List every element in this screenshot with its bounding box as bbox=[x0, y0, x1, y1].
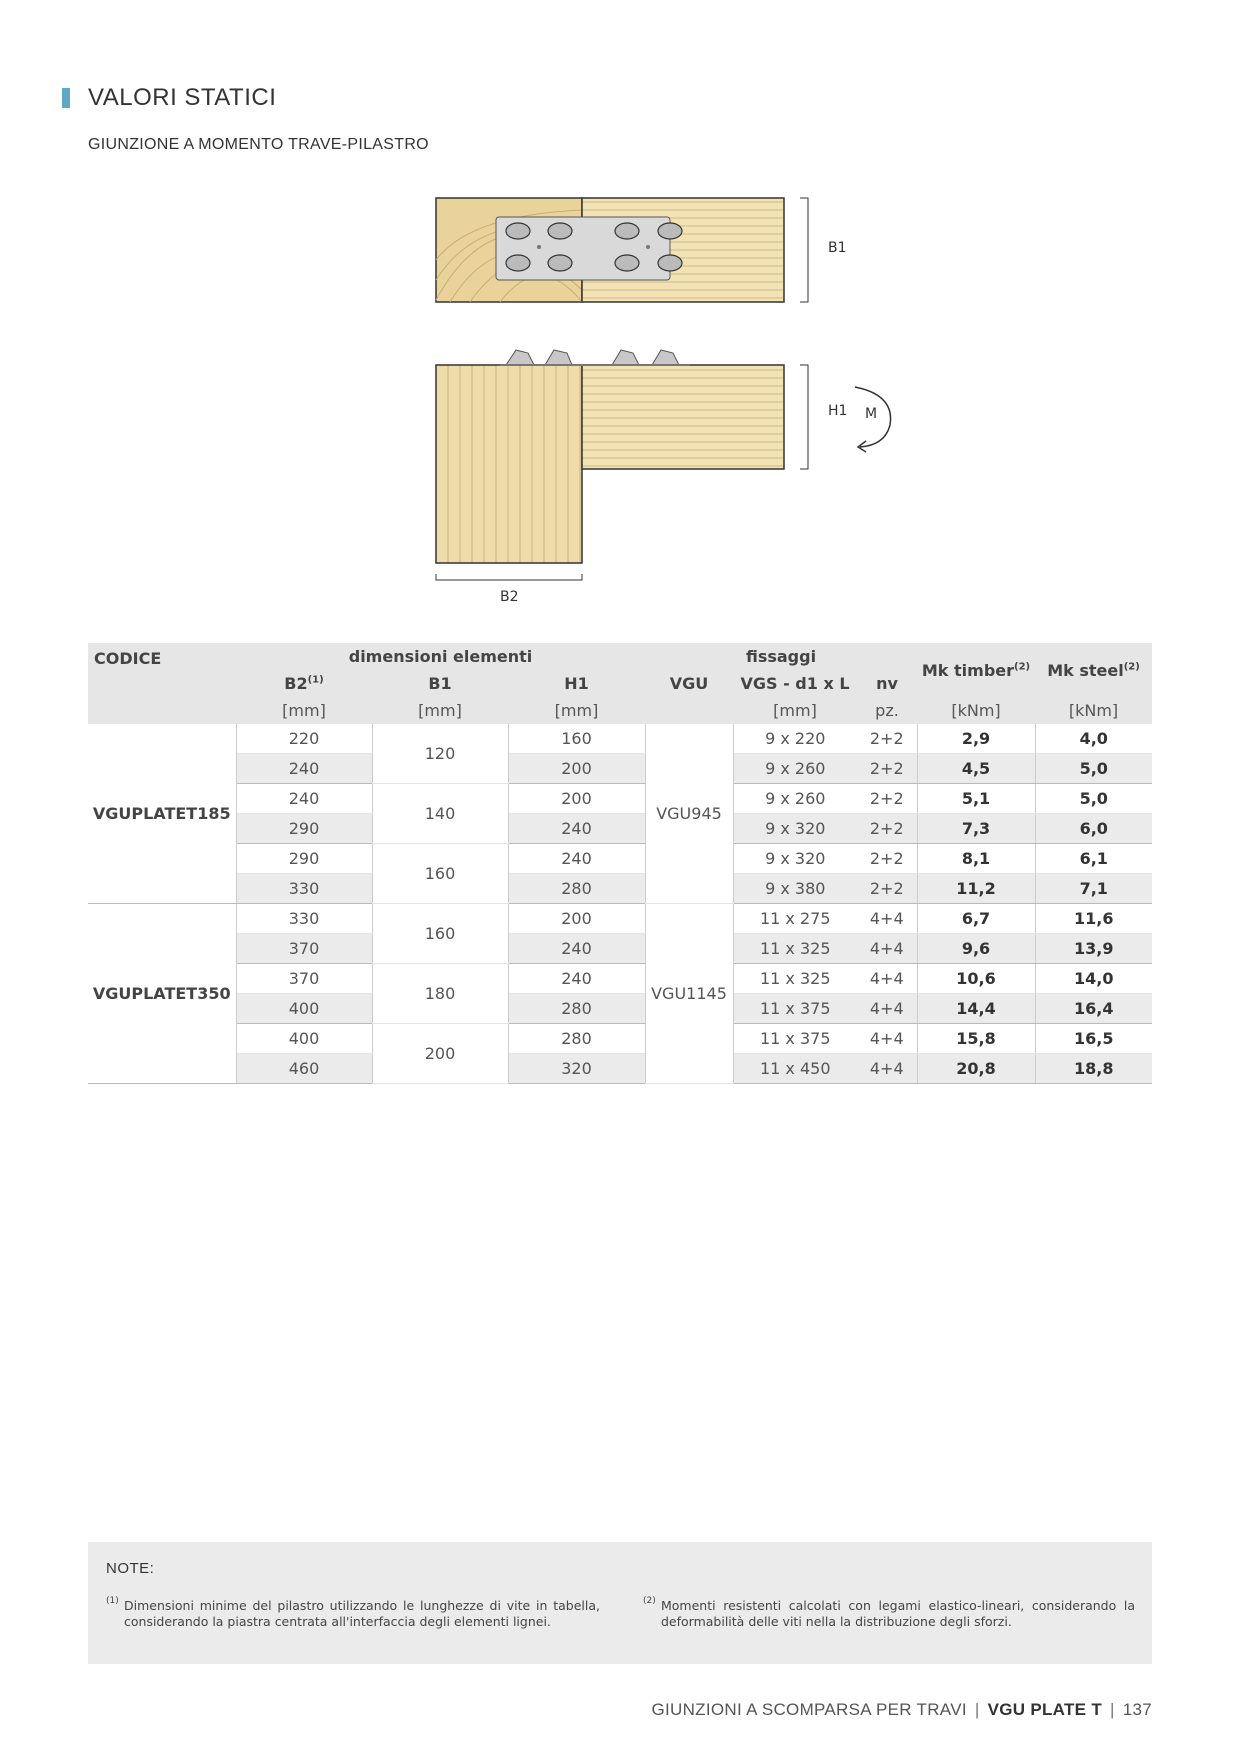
label-b1: B1 bbox=[828, 240, 847, 256]
cell-nv: 2+2 bbox=[857, 784, 917, 814]
unit-nv: pz. bbox=[857, 697, 917, 724]
table-row bbox=[88, 964, 1152, 994]
cell-b2: 330 bbox=[236, 874, 372, 904]
page-footer: GIUNZIONI A SCOMPARSA PER TRAVI | VGU PLATE T | 137 bbox=[651, 1700, 1152, 1719]
unit-b2: [mm] bbox=[236, 697, 372, 724]
cell-vgs: 11 x 375 bbox=[733, 994, 857, 1024]
cell-vgs: 9 x 220 bbox=[733, 724, 857, 754]
unit-vgs: [mm] bbox=[733, 697, 857, 724]
static-values-table bbox=[88, 643, 1152, 1084]
cell-h1: 200 bbox=[508, 904, 645, 934]
cell-b2: 370 bbox=[236, 964, 372, 994]
notes-title: NOTE: bbox=[106, 1560, 155, 1577]
cell-b2: 290 bbox=[236, 814, 372, 844]
cell-nv: 2+2 bbox=[857, 814, 917, 844]
cell-mk-steel: 5,0 bbox=[1035, 754, 1152, 784]
cell-mk-timber: 20,8 bbox=[917, 1054, 1035, 1084]
cell-nv: 2+2 bbox=[857, 844, 917, 874]
cell-h1: 320 bbox=[508, 1054, 645, 1084]
cell-b2: 220 bbox=[236, 724, 372, 754]
cell-h1: 240 bbox=[508, 844, 645, 874]
cell-h1: 160 bbox=[508, 724, 645, 754]
table-row bbox=[88, 814, 1152, 844]
cell-mk-steel: 6,0 bbox=[1035, 814, 1152, 844]
cell-b1: 160 bbox=[372, 844, 508, 904]
table-row bbox=[88, 1024, 1152, 1054]
cell-nv: 2+2 bbox=[857, 754, 917, 784]
header-mk-timber: Mk timber$^{(2)}$ bbox=[917, 643, 1035, 697]
cell-b1: 180 bbox=[372, 964, 508, 1024]
cell-vgs: 9 x 320 bbox=[733, 844, 857, 874]
table-row bbox=[88, 1054, 1152, 1084]
cell-vgs: 11 x 325 bbox=[733, 964, 857, 994]
header-mk-steel: Mk steel$^{(2)}$ bbox=[1035, 643, 1152, 697]
cell-h1: 200 bbox=[508, 754, 645, 784]
table-row bbox=[88, 724, 1152, 754]
title-accent-bar bbox=[62, 88, 70, 108]
unit-h1: [mm] bbox=[508, 697, 645, 724]
cell-mk-steel: 6,1 bbox=[1035, 844, 1152, 874]
cell-mk-timber: 10,6 bbox=[917, 964, 1035, 994]
label-m: M bbox=[865, 406, 878, 422]
cell-h1: 280 bbox=[508, 994, 645, 1024]
header-codice: CODICE bbox=[88, 643, 236, 724]
cell-mk-timber: 7,3 bbox=[917, 814, 1035, 844]
unit-b1: [mm] bbox=[372, 697, 508, 724]
page-number: 137 bbox=[1122, 1700, 1152, 1719]
cell-b2: 370 bbox=[236, 934, 372, 964]
unit-mk-timber: [kNm] bbox=[917, 697, 1035, 724]
cell-mk-steel: 13,9 bbox=[1035, 934, 1152, 964]
cell-b2: 290 bbox=[236, 844, 372, 874]
cell-mk-steel: 4,0 bbox=[1035, 724, 1152, 754]
cell-codice: VGUPLATET350 bbox=[88, 904, 236, 1084]
cell-h1: 200 bbox=[508, 784, 645, 814]
note-1 bbox=[106, 1596, 600, 1630]
cell-b1: 200 bbox=[372, 1024, 508, 1084]
cell-mk-timber: 14,4 bbox=[917, 994, 1035, 1024]
header-vgu: VGU bbox=[645, 670, 733, 697]
cell-b1: 120 bbox=[372, 724, 508, 784]
cell-b2: 400 bbox=[236, 1024, 372, 1054]
note-2-mark: (2) bbox=[643, 1596, 656, 1606]
cell-vgs: 11 x 450 bbox=[733, 1054, 857, 1084]
cell-mk-steel: 11,6 bbox=[1035, 904, 1152, 934]
table-row bbox=[88, 904, 1152, 934]
note-2 bbox=[643, 1596, 1135, 1630]
cell-vgs: 11 x 375 bbox=[733, 1024, 857, 1054]
cell-mk-timber: 11,2 bbox=[917, 874, 1035, 904]
cell-codice: VGUPLATET185 bbox=[88, 724, 236, 904]
cell-nv: 4+4 bbox=[857, 994, 917, 1024]
cell-nv: 2+2 bbox=[857, 724, 917, 754]
cell-mk-timber: 15,8 bbox=[917, 1024, 1035, 1054]
cell-nv: 4+4 bbox=[857, 1054, 917, 1084]
cell-vgu: VGU945 bbox=[645, 724, 733, 904]
header-fissaggi: fissaggi bbox=[645, 643, 917, 670]
page-title: VALORI STATICI bbox=[88, 84, 277, 111]
cell-mk-timber: 2,9 bbox=[917, 724, 1035, 754]
cell-vgs: 9 x 260 bbox=[733, 754, 857, 784]
cell-mk-steel: 7,1 bbox=[1035, 874, 1152, 904]
footer-section: GIUNZIONI A SCOMPARSA PER TRAVI bbox=[651, 1700, 967, 1719]
cell-vgs: 9 x 380 bbox=[733, 874, 857, 904]
cell-vgs: 11 x 325 bbox=[733, 934, 857, 964]
unit-mk-steel: [kNm] bbox=[1035, 697, 1152, 724]
cell-mk-timber: 9,6 bbox=[917, 934, 1035, 964]
header-dimensioni: dimensioni elementi bbox=[236, 643, 645, 670]
cell-mk-steel: 16,5 bbox=[1035, 1024, 1152, 1054]
cell-b2: 240 bbox=[236, 754, 372, 784]
header-vgs: VGS - d1 x L bbox=[733, 670, 857, 697]
cell-vgs: 9 x 320 bbox=[733, 814, 857, 844]
cell-b2: 400 bbox=[236, 994, 372, 1024]
cell-mk-steel: 5,0 bbox=[1035, 784, 1152, 814]
header-b1: B1 bbox=[372, 670, 508, 697]
cell-mk-timber: 4,5 bbox=[917, 754, 1035, 784]
cell-mk-timber: 5,1 bbox=[917, 784, 1035, 814]
header-b2: B2$^{(1)}$ bbox=[236, 670, 372, 697]
cell-nv: 2+2 bbox=[857, 874, 917, 904]
label-b2: B2 bbox=[500, 589, 519, 605]
cell-mk-steel: 16,4 bbox=[1035, 994, 1152, 1024]
note-2-text: Momenti resistenti calcolati con legami elastico-lineari, considerando la deformabilità delle viti nella la distribuzione degli sforzi. bbox=[661, 1598, 1135, 1629]
cell-nv: 4+4 bbox=[857, 964, 917, 994]
top-view bbox=[436, 198, 847, 302]
table-row bbox=[88, 994, 1152, 1024]
cell-mk-steel: 18,8 bbox=[1035, 1054, 1152, 1084]
cell-vgu: VGU1145 bbox=[645, 904, 733, 1084]
footer-product: VGU PLATE T bbox=[987, 1700, 1103, 1719]
cell-b2: 460 bbox=[236, 1054, 372, 1084]
cell-nv: 4+4 bbox=[857, 904, 917, 934]
cell-h1: 280 bbox=[508, 874, 645, 904]
note-1-text: Dimensioni minime del pilastro utilizzando le lunghezze di vite in tabella, considerando la piastra centrata all'interfaccia degli elementi lignei. bbox=[124, 1598, 600, 1629]
header-h1: H1 bbox=[508, 670, 645, 697]
table-row bbox=[88, 934, 1152, 964]
cell-b2: 330 bbox=[236, 904, 372, 934]
cell-nv: 4+4 bbox=[857, 934, 917, 964]
cell-b1: 140 bbox=[372, 784, 508, 844]
cell-h1: 280 bbox=[508, 1024, 645, 1054]
cell-mk-timber: 6,7 bbox=[917, 904, 1035, 934]
joint-diagram bbox=[430, 190, 910, 620]
cell-vgs: 11 x 275 bbox=[733, 904, 857, 934]
cell-h1: 240 bbox=[508, 964, 645, 994]
table-row bbox=[88, 754, 1152, 784]
table-row bbox=[88, 874, 1152, 904]
header-nv: nv bbox=[857, 670, 917, 697]
page-subtitle: GIUNZIONE A MOMENTO TRAVE-PILASTRO bbox=[88, 136, 429, 153]
label-h1: H1 bbox=[828, 403, 848, 419]
cell-vgs: 9 x 260 bbox=[733, 784, 857, 814]
cell-mk-steel: 14,0 bbox=[1035, 964, 1152, 994]
cell-h1: 240 bbox=[508, 934, 645, 964]
cell-b2: 240 bbox=[236, 784, 372, 814]
side-view bbox=[436, 350, 891, 605]
note-1-mark: (1) bbox=[106, 1596, 119, 1606]
cell-mk-timber: 8,1 bbox=[917, 844, 1035, 874]
cell-b1: 160 bbox=[372, 904, 508, 964]
cell-nv: 4+4 bbox=[857, 1024, 917, 1054]
table-row bbox=[88, 844, 1152, 874]
cell-h1: 240 bbox=[508, 814, 645, 844]
notes-box bbox=[88, 1542, 1152, 1664]
table-row bbox=[88, 784, 1152, 814]
